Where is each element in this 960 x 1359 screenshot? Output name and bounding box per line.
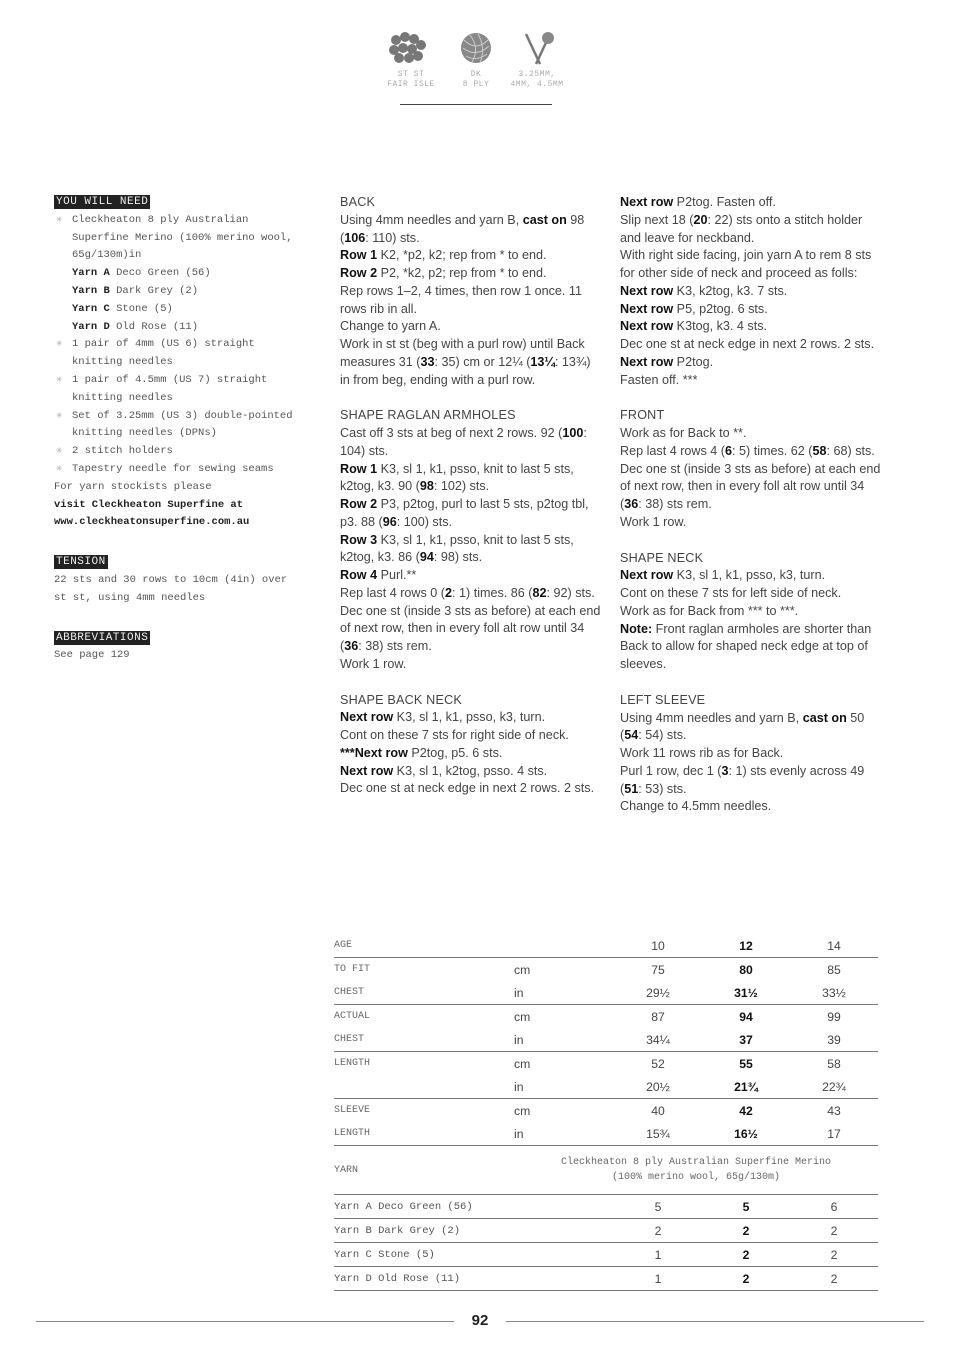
measure-label: CHEST [334, 1028, 514, 1052]
instruction-bold: ***Next row [340, 745, 408, 760]
instruction-text: : 54) sts. [638, 728, 687, 743]
instruction-text: : 100) sts. [396, 514, 453, 529]
yarn-desc-line: Cleckheaton 8 ply Australian Superfine Merino [560, 1157, 832, 1168]
spacer [620, 674, 882, 692]
list-item [54, 461, 294, 479]
instruction-line [620, 247, 882, 283]
instruction-bold: Row 3 [340, 532, 378, 547]
measure-label: LENGTH [334, 1058, 371, 1069]
instruction-bold: 36 [624, 497, 639, 511]
measure-value: 40 [651, 1103, 665, 1118]
table-row [334, 1075, 878, 1099]
unit-cell: in [514, 1075, 614, 1099]
measure-value: 20½ [614, 1075, 702, 1099]
instruction-bold: Note: [620, 621, 653, 636]
instruction-text: P2tog, p5. 6 sts. [407, 745, 503, 760]
icon-caption-2 [441, 70, 511, 90]
instruction-line [620, 585, 882, 603]
table-row [334, 934, 878, 958]
yarn-item [54, 283, 294, 301]
instruction-bold: 13¼ [530, 354, 555, 369]
instruction-text: Rep last 4 rows 0 ( [340, 585, 445, 600]
icon-caption-1 [376, 70, 446, 90]
instruction-line [340, 336, 602, 389]
instruction-text: Using 4mm needles and yarn B, [620, 710, 803, 725]
stockists-link[interactable]: visit Cleckheaton Superfine at www.cleckheatonsuperfine.com.au [54, 498, 250, 529]
measure-value: 31½ [702, 981, 790, 1005]
instruction-text: Change to yarn A. [340, 319, 441, 334]
instruction-bold: 98 [419, 479, 434, 494]
unit-cell: cm [514, 1009, 531, 1024]
measure-value: 21¾ [702, 1075, 790, 1099]
age-value: 12 [702, 934, 790, 958]
measure-value: 99 [827, 1009, 841, 1024]
table-row [334, 1146, 878, 1195]
instruction-line [620, 354, 882, 372]
instructions-column-1 [340, 194, 602, 798]
measure-value: 33½ [790, 981, 878, 1005]
measure-value: 15¾ [614, 1122, 702, 1146]
section-heading: LEFT SLEEVE [620, 692, 706, 707]
measure-value: 29½ [614, 981, 702, 1005]
instruction-text: Work as for Back to **. [620, 426, 747, 440]
instruction-text: With right side facing, join yarn A to rem 8 sts for other side of neck and proceed as folls: [620, 248, 872, 280]
instruction-text: : 1) sts evenly across 49 ( [620, 763, 865, 796]
measure-label: SLEEVE [334, 1105, 371, 1116]
yarn-desc-line: (100% merino wool, 65g/130m) [611, 1172, 781, 1183]
list-item [54, 372, 294, 408]
stockists-text: For yarn stockists please [54, 480, 212, 493]
instruction-text: P2, *k2, p2; rep from * to end. [377, 266, 547, 280]
yarn-quantity: 2 [790, 1267, 878, 1291]
list-item [54, 408, 294, 444]
measure-value: 39 [790, 1028, 878, 1052]
table-row [334, 1028, 878, 1052]
instruction-bold: Next row [340, 710, 394, 725]
instruction-bold: 3 [721, 763, 729, 778]
table-row [334, 1099, 878, 1123]
instruction-line [340, 532, 602, 568]
age-label: AGE [334, 934, 514, 958]
header-rule [400, 104, 552, 105]
asterisk-icon: ✳ [56, 213, 63, 226]
instruction-line [340, 763, 602, 781]
instruction-line [620, 567, 882, 585]
instruction-line [340, 496, 602, 532]
yarn-colour: Old Rose (11) [116, 320, 199, 333]
icon-caption-line: FAIR ISLE [387, 80, 435, 89]
instruction-text: 98 ( [340, 212, 585, 245]
needle-list [54, 336, 294, 478]
instruction-line [620, 194, 882, 212]
measure-value: 55 [739, 1056, 753, 1071]
instruction-line [620, 425, 882, 443]
measure-label: ACTUAL [334, 1011, 371, 1022]
yarn-list [54, 265, 294, 336]
materials-column [54, 194, 294, 665]
instruction-bold: 100 [562, 426, 584, 440]
yarn-quantity: 5 [614, 1195, 702, 1219]
instruction-line [620, 621, 882, 674]
icon-caption-line: 4MM, 4.5MM [510, 80, 564, 89]
instruction-text: : 98) sts. [433, 550, 483, 565]
instruction-bold: Row 2 [340, 497, 378, 511]
instruction-bold: Next row [340, 763, 394, 778]
instruction-text: Dec one st at neck edge in next 2 rows. 2 sts. [340, 781, 595, 796]
unit-cell: in [514, 981, 614, 1005]
measure-value: 75 [651, 962, 665, 977]
instruction-text: P2tog. [673, 354, 714, 369]
instruction-bold: Row 1 [340, 248, 378, 263]
instruction-bold: Next row [620, 283, 674, 298]
abbreviations-heading: ABBREVIATIONS [56, 631, 149, 644]
measure-value: 42 [739, 1103, 753, 1118]
table-row [334, 1005, 878, 1029]
instruction-text: 50 ( [620, 710, 865, 743]
yarn-item [54, 319, 294, 337]
instruction-text: K3, sl 1, k1, psso, k3, turn. [673, 568, 826, 583]
instruction-line [340, 656, 602, 674]
instruction-text: : 35) cm or 12¼ ( [434, 354, 531, 369]
section-heading: SHAPE RAGLAN ARMHOLES [340, 408, 516, 423]
table-row [334, 1267, 878, 1291]
list-item [54, 336, 294, 372]
instruction-line [340, 745, 602, 763]
instruction-line [340, 265, 602, 283]
yarn-quantity: 2 [790, 1243, 878, 1267]
instruction-text: Work in st st (beg with a purl row) until Back measures 31 ( [340, 337, 585, 369]
measure-value: 37 [702, 1028, 790, 1052]
instruction-line [620, 710, 882, 746]
instruction-bold: 20 [693, 212, 708, 227]
measure-value: 58 [827, 1056, 841, 1071]
section-heading: FRONT [620, 408, 665, 423]
instruction-bold: 58 [812, 443, 827, 458]
unit-cell: in [514, 1028, 614, 1052]
instruction-line [340, 727, 602, 745]
instruction-text: K3, k2tog, k3. 7 sts. [673, 283, 788, 298]
size-table [334, 934, 878, 1291]
measure-value: 34¼ [614, 1028, 702, 1052]
instruction-line [340, 709, 602, 727]
instruction-bold: Next row [620, 319, 674, 334]
instruction-line [340, 283, 602, 319]
instruction-text: : 1) times. 86 ( [452, 585, 533, 600]
yarn-quantity: 1 [614, 1267, 702, 1291]
yarn-quantity: 2 [702, 1219, 790, 1243]
measure-value: 22¾ [790, 1075, 878, 1099]
instruction-line [620, 798, 882, 816]
yarn-label: Yarn A [72, 267, 110, 280]
needle-text: 1 pair of 4.5mm (US 7) straight knitting needles [72, 373, 268, 404]
icon-caption-line: ST ST [397, 70, 425, 79]
measure-label: TO FIT [334, 964, 371, 975]
needles-icon [518, 30, 558, 71]
instruction-text: : 104) sts. [340, 426, 587, 458]
section-heading: SHAPE BACK NECK [340, 692, 462, 707]
instruction-text: Dec one st at neck edge in next 2 rows. 2 sts. [620, 337, 875, 351]
page-footer [36, 1312, 924, 1332]
instruction-text: K3tog, k3. 4 sts. [673, 319, 767, 334]
asterisk-icon: ✳ [56, 409, 63, 422]
instruction-text: Fasten off. *** [620, 372, 698, 387]
instruction-text: P5, p2tog. 6 sts. [673, 301, 768, 316]
instruction-text: Work 1 row. [620, 514, 687, 529]
measure-value: 16½ [702, 1122, 790, 1146]
instruction-text: : 13¾) in from beg, ending with a purl row. [340, 354, 591, 387]
spacer [620, 532, 882, 550]
instruction-text: Purl 1 row, dec 1 ( [620, 763, 722, 778]
instruction-bold: cast on [802, 710, 847, 725]
table-row [334, 1243, 878, 1267]
instruction-bold: Row 4 [340, 568, 378, 582]
icon-caption-line: 8 PLY [462, 80, 490, 89]
icon-caption-line: 3.25MM, [518, 70, 556, 79]
yarn-description [514, 1146, 878, 1195]
instruction-text: Change to 4.5mm needles. [620, 799, 772, 814]
instruction-line [340, 461, 602, 497]
instruction-bold: 51 [624, 781, 639, 796]
age-value: 14 [790, 934, 878, 958]
tension-heading: TENSION [56, 556, 106, 569]
measure-value: 43 [827, 1103, 841, 1118]
unit-cell: cm [514, 1056, 531, 1071]
yarn-quantity: 2 [614, 1219, 702, 1243]
instruction-bold: cast on [522, 212, 567, 227]
instruction-text: : 38) sts rem. [358, 639, 432, 653]
unit-cell: in [514, 1122, 614, 1146]
instruction-line [340, 603, 602, 656]
instruction-line [620, 461, 882, 514]
yarn-quantity: 2 [790, 1219, 878, 1243]
instruction-bold: 96 [382, 514, 397, 529]
yarn-ball-icon [458, 30, 494, 71]
instruction-text: K3, sl 1, k1, psso, k3, turn. [393, 710, 546, 725]
section-heading: SHAPE NECK [620, 550, 704, 565]
table-row [334, 981, 878, 1005]
measure-label: CHEST [334, 981, 514, 1005]
instruction-text: Work 1 row. [340, 656, 407, 671]
instruction-bold: Next row [620, 301, 674, 316]
instruction-bold: 36 [344, 639, 359, 653]
instruction-text: Front raglan armholes are shorter than Back to allow for shaped neck edge at top of sleeves. [620, 621, 872, 671]
measure-value: 87 [651, 1009, 665, 1024]
measure-label: LENGTH [334, 1122, 514, 1146]
instruction-bold: 106 [344, 230, 366, 245]
yarn-quantity: 5 [702, 1195, 790, 1219]
yarn-colour: Dark Grey (2) [116, 284, 199, 297]
instruction-line [620, 336, 882, 354]
instruction-line [340, 247, 602, 265]
tension-text: 22 sts and 30 rows to 10cm (4in) over st st, using 4mm needles [54, 573, 288, 604]
measure-label [334, 1075, 514, 1099]
yarn-cluster-icon [388, 30, 428, 71]
footer-rule-left [36, 1321, 454, 1322]
instruction-text: : 102) sts. [433, 479, 490, 494]
instruction-text: Rep rows 1–2, 4 times, then row 1 once. 11 rows rib in all. [340, 283, 582, 316]
table-row [334, 958, 878, 982]
instruction-bold: 6 [725, 443, 733, 458]
asterisk-icon: ✳ [56, 445, 63, 458]
asterisk-icon: ✳ [56, 462, 63, 475]
yarn-quantity: 6 [790, 1195, 878, 1219]
instructions-column-2 [620, 194, 882, 816]
instruction-line [620, 372, 882, 390]
instruction-text: Cont on these 7 sts for right side of neck. [340, 728, 569, 742]
instruction-line [340, 212, 602, 248]
section-heading: BACK [340, 195, 376, 209]
abbreviations-text: See page 129 [54, 649, 130, 662]
instruction-line [340, 780, 602, 798]
instruction-text: Dec one st (inside 3 sts as before) at each end of next row, then in every foll alt row until 34 ( [620, 461, 881, 511]
yarn-quantity: 1 [614, 1243, 702, 1267]
instruction-text: P2tog. Fasten off. [673, 195, 776, 209]
yarn-row-label: Yarn C Stone (5) [334, 1243, 614, 1267]
needle-text: Tapestry needle for sewing seams [72, 462, 274, 475]
instruction-line [620, 318, 882, 336]
yarn-label: YARN [334, 1146, 514, 1195]
instruction-bold: Row 1 [340, 461, 378, 476]
instruction-text: Cast off 3 sts at beg of next 2 rows. 92 ( [340, 426, 563, 440]
instruction-text: : 92) sts. [546, 585, 595, 600]
measure-value: 17 [790, 1122, 878, 1146]
instruction-line [620, 283, 882, 301]
yarn-colour: Stone (5) [116, 302, 173, 315]
instruction-text: Using 4mm needles and yarn B, [340, 212, 523, 227]
instruction-text: : 53) sts. [638, 781, 687, 796]
instruction-text: K3, sl 1, k1, psso, knit to last 5 sts, k2tog, k3. 90 ( [340, 461, 574, 494]
page-number: 92 [471, 1312, 489, 1329]
table-row [334, 1195, 878, 1219]
list-item [54, 443, 294, 461]
yarn-quantity: 2 [702, 1243, 790, 1267]
instruction-text: Dec one st (inside 3 sts as before) at each end of next row, then in every foll alt row until 34 ( [340, 603, 601, 653]
instruction-bold: 33 [420, 354, 435, 369]
age-value: 10 [614, 934, 702, 958]
instruction-text: K3, sl 1, k2tog, psso. 4 sts. [393, 763, 548, 778]
instruction-text: P3, p2tog, purl to last 5 sts, p2tog tbl, p3. 88 ( [340, 497, 589, 529]
yarn-colour: Deco Green (56) [116, 267, 211, 280]
instruction-bold: 54 [624, 728, 639, 743]
instruction-text: Work as for Back from *** to ***. [620, 603, 799, 618]
instruction-line [620, 603, 882, 621]
instruction-line [620, 301, 882, 319]
measure-value: 85 [827, 962, 841, 977]
instruction-line [620, 763, 882, 799]
unit-cell: cm [514, 962, 531, 977]
asterisk-icon: ✳ [56, 338, 63, 351]
instruction-text: K2, *p2, k2; rep from * to end. [377, 248, 547, 263]
yarn-label: Yarn C [72, 302, 110, 315]
yarn-row-label: Yarn A Deco Green (56) [334, 1195, 614, 1219]
instruction-bold: 2 [445, 585, 453, 600]
instruction-text: : 110) sts. [365, 230, 420, 245]
measure-value: 94 [739, 1009, 753, 1024]
instruction-line [620, 212, 882, 248]
instruction-line [340, 318, 602, 336]
instruction-line [620, 443, 882, 461]
instruction-bold: 94 [419, 550, 434, 565]
asterisk-icon: ✳ [56, 373, 63, 386]
yarn-intro: Cleckheaton 8 ply Australian Superfine Merino (100% merino wool, 65g/130m)in [72, 213, 293, 262]
icon-caption-3 [502, 70, 572, 90]
instruction-text: Work 11 rows rib as for Back. [620, 746, 784, 760]
spacer [340, 674, 602, 692]
instruction-text: Purl.** [377, 568, 417, 582]
spacer [340, 389, 602, 407]
instruction-text: K3, sl 1, k1, psso, knit to last 5 sts, k2tog, k3. 86 ( [340, 532, 574, 565]
instruction-line [620, 745, 882, 763]
icon-caption-line: DK [470, 70, 482, 79]
instruction-text: Slip next 18 ( [620, 212, 694, 227]
needle-text: 2 stitch holders [72, 445, 173, 458]
instruction-bold: Next row [620, 354, 674, 369]
unit-cell [514, 934, 614, 958]
instruction-text: : 68) sts. [826, 443, 875, 458]
instruction-text: Rep last 4 rows 4 ( [620, 443, 725, 458]
yarn-item [54, 265, 294, 283]
table-row [334, 1052, 878, 1076]
needle-text: 1 pair of 4mm (US 6) straight knitting needles [72, 338, 255, 369]
yarn-label: Yarn D [72, 320, 110, 333]
instruction-text: : 22) sts onto a stitch holder and leave for neckband. [620, 212, 863, 245]
yarn-row-label: Yarn B Dark Grey (2) [334, 1219, 614, 1243]
needle-text: Set of 3.25mm (US 3) double-pointed knitting needles (DPNs) [72, 409, 293, 440]
measure-value: 52 [651, 1056, 665, 1071]
list-item [54, 212, 294, 265]
instruction-bold: Next row [620, 568, 674, 583]
instruction-line [340, 567, 602, 585]
yarn-quantity: 2 [702, 1267, 790, 1291]
instruction-bold: Next row [620, 195, 674, 209]
unit-cell: cm [514, 1103, 531, 1118]
footer-rule-right [506, 1321, 924, 1322]
instruction-text: : 38) sts rem. [638, 497, 712, 511]
instruction-line [340, 585, 602, 603]
table-row [334, 1219, 878, 1243]
instruction-text: : 5) times. 62 ( [732, 443, 813, 458]
instruction-line [340, 425, 602, 461]
table-row [334, 1122, 878, 1146]
yarn-item [54, 301, 294, 319]
measure-value: 80 [739, 962, 753, 977]
instruction-bold: 82 [532, 585, 547, 600]
instruction-text: Cont on these 7 sts for left side of neck. [620, 586, 842, 600]
spacer [620, 389, 882, 407]
yarn-row-label: Yarn D Old Rose (11) [334, 1267, 614, 1291]
you-will-need-heading: YOU WILL NEED [56, 196, 149, 208]
instruction-bold: Row 2 [340, 266, 378, 280]
instruction-line [620, 514, 882, 532]
yarn-label: Yarn B [72, 284, 110, 297]
